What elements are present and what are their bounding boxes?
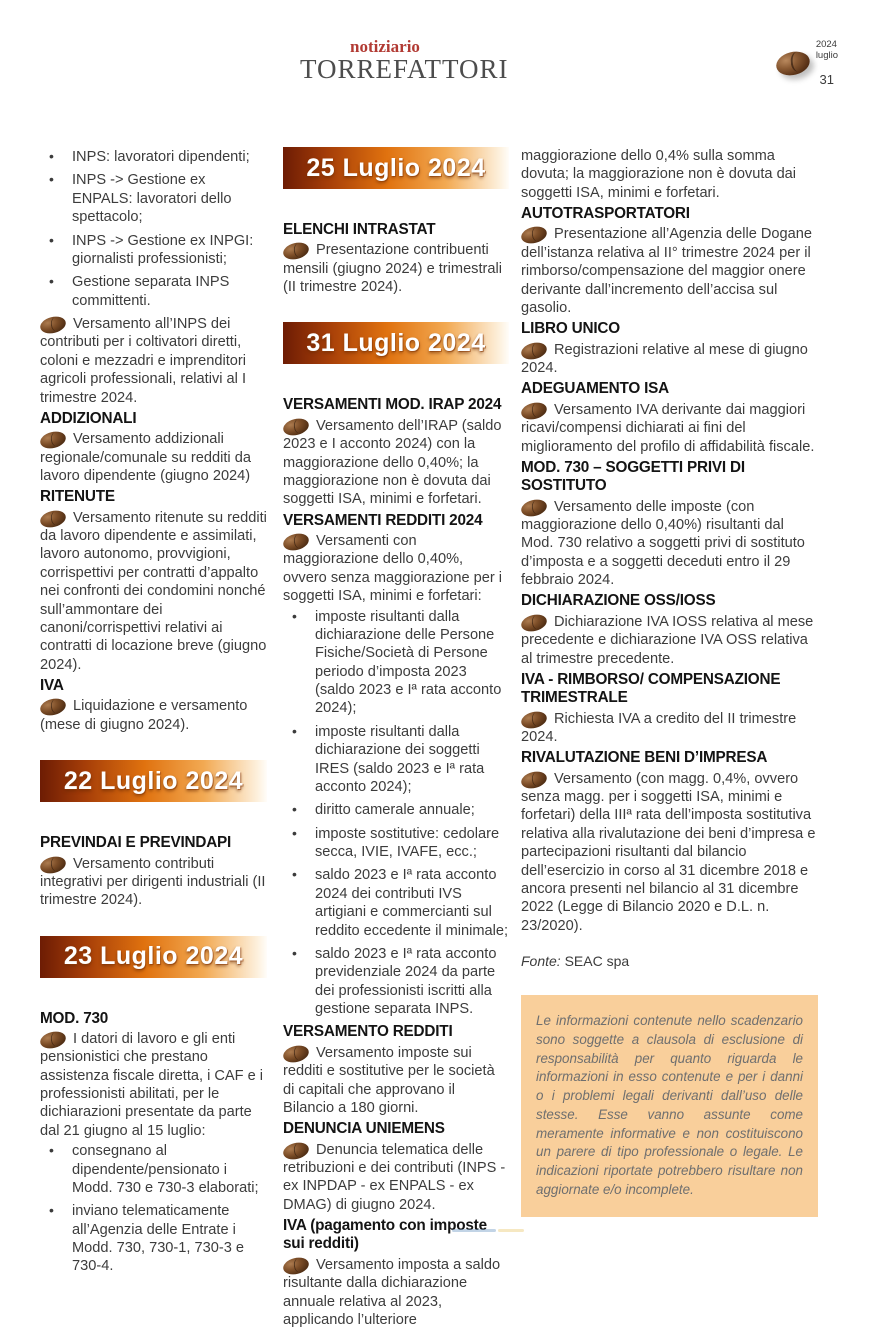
bullet-item-text: INPS -> Gestione ex ENPALS: lavoratori dello spettacolo; bbox=[72, 172, 232, 226]
masthead-title: TORREFATTORI bbox=[300, 54, 509, 84]
coffee-bean-icon bbox=[519, 497, 548, 519]
bean-item bbox=[40, 509, 267, 674]
bullet-item-text: consegnano al dipendente/pensionato i Modd. 730 e 730-3 elaborati; bbox=[72, 1143, 259, 1196]
bean-item bbox=[283, 417, 509, 509]
bean-item bbox=[40, 1030, 267, 1140]
coffee-bean-icon bbox=[38, 696, 67, 718]
coffee-bean-icon bbox=[281, 416, 310, 438]
bean-item bbox=[283, 532, 509, 606]
date-banner bbox=[283, 322, 509, 364]
bullet-item-text: saldo 2023 e Iª rata acconto previdenziale 2024 da parte dei professionisti iscritti alla gestione separata INPS. bbox=[315, 945, 497, 1018]
coffee-bean-icon bbox=[519, 400, 548, 422]
item-text: Versamento contributi integrativi per dirigenti industriali (II trimestre 2024). bbox=[40, 855, 266, 909]
bullet-item-text: imposte sostitutive: cedolare secca, IVIE, IVAFE, ecc.; bbox=[315, 825, 500, 861]
bullet-item-text: imposte risultanti dalla dichiarazione delle Persone Fisiche/Società di Persone periodo d’imposta 2023 (saldo 2023 e Iª rata acconto 2024); bbox=[315, 608, 502, 717]
bean-item bbox=[40, 430, 267, 485]
coffee-bean-icon bbox=[281, 240, 310, 262]
bean-item bbox=[40, 315, 267, 407]
scan-artifact-blue bbox=[452, 1229, 496, 1232]
bullet-list bbox=[40, 1142, 267, 1276]
coffee-bean-icon bbox=[281, 1043, 310, 1065]
date-banner-label: 23 Luglio 2024 bbox=[63, 942, 244, 971]
bean-item bbox=[283, 241, 509, 296]
item-text: Versamento addizionali regionale/comunale su redditi da lavoro dipendente (giugno 2024) bbox=[40, 431, 251, 484]
item-text: Presentazione all’Agenzia delle Dogane dell’istanza relativa al II° trimestre 2024 per il rimborso/compensazione del maggior onere derivante dall’incremento dell’accisa sul gasolio. bbox=[521, 226, 812, 316]
item-text: Versamento delle imposte (con maggiorazione dello 0,40%) risultanti dal Mod. 730 relativo a soggetti privi di sostituto d’imposta e a soggetti deceduti entro il 29 febbraio 2024. bbox=[521, 498, 805, 589]
date-banner bbox=[40, 760, 267, 802]
column-2 bbox=[283, 147, 509, 1331]
coffee-bean-icon bbox=[38, 429, 67, 451]
bullet-item-text: INPS: lavoratori dipendenti; bbox=[72, 149, 250, 165]
bullet-item-text: diritto camerale annuale; bbox=[315, 802, 475, 819]
item-text: Richiesta IVA a credito del II trimestre 2024. bbox=[521, 710, 797, 745]
masthead bbox=[300, 37, 509, 84]
section-heading: MOD. 730 – SOGGETTI PRIVI DI SOSTITUTO bbox=[521, 458, 745, 495]
issue-meta bbox=[816, 40, 838, 62]
bullet-item-text: INPS -> Gestione ex INPGI: giornalisti professionisti; bbox=[72, 232, 254, 267]
section-heading: IVA (pagamento con imposte sui redditi) bbox=[283, 1217, 487, 1253]
disclaimer-text: Le informazioni contenute nello scadenzario sono soggette a clausola di esclusione di responsabilità per quanto riguarda le informazioni in esso contenute e per i danni o i problemi legali derivanti dall’uso delle stesse. Esse vanno assunte come meramente informative e non costituiscono un parere di tipo professionale o legale. Le indicazioni riportate potrebbero risultare non aggiornate e/o incomplete. bbox=[536, 1013, 803, 1197]
fonte-label: Fonte: bbox=[521, 953, 561, 970]
masthead-notiziario: notiziario bbox=[350, 37, 420, 56]
item-text: Presentazione contribuenti mensili (giugno 2024) e trimestrali (II trimestre 2024). bbox=[283, 242, 502, 296]
bean-item bbox=[521, 498, 818, 590]
item-text: maggiorazione dello 0,4% sulla somma dovuta; la maggiorazione non è dovuta dai soggetti ISA, minimi e forfetari. bbox=[521, 148, 797, 201]
item-text: Liquidazione e versamento (mese di giugno 2024). bbox=[40, 698, 248, 733]
section-heading: RIVALUTAZIONE BENI D’IMPRESA bbox=[521, 749, 768, 767]
bullet-item-text: inviano telematicamente all’Agenzia delle Entrate i Modd. 730, 730-1, 730-3 e 730-4. bbox=[72, 1203, 245, 1275]
bullet-item bbox=[40, 171, 267, 226]
coffee-bean-icon bbox=[519, 340, 548, 362]
bullet-list bbox=[283, 608, 509, 1019]
bean-item bbox=[283, 1044, 509, 1118]
item-text: Versamento imposte sui redditi e sostitutive per le società di capitali che approvano il Bilancio a 180 giorni. bbox=[283, 1044, 495, 1116]
section-heading: DENUNCIA UNIEMENS bbox=[283, 1120, 445, 1138]
item-text: Registrazioni relative al mese di giugno 2024. bbox=[521, 341, 808, 377]
coffee-bean-icon bbox=[519, 612, 548, 634]
bean-item bbox=[40, 697, 267, 734]
coffee-bean-icon bbox=[38, 854, 67, 876]
bean-item bbox=[40, 855, 267, 910]
date-banner bbox=[283, 147, 509, 189]
date-banner-label: 31 Luglio 2024 bbox=[306, 328, 486, 357]
bullet-item-text: Gestione separata INPS committenti. bbox=[72, 274, 230, 309]
section-heading: IVA - RIMBORSO/ COMPENSAZIONE TRIMESTRALE bbox=[521, 670, 781, 707]
section-heading: MOD. 730 bbox=[40, 1009, 109, 1027]
item-text: Versamento dell’IRAP (saldo 2023 e I acconto 2024) con la maggiorazione dello 0,40%; la maggiorazione non è dovuta dai soggetti ISA, minimi e forfetari. bbox=[283, 417, 502, 508]
bullet-item bbox=[283, 866, 509, 940]
section-heading: PREVINDAI E PREVINDAPI bbox=[40, 834, 232, 852]
bullet-item-text: saldo 2023 e Iª rata acconto 2024 dei contributi IVS artigiani e commercianti sul reddito eccedente il minimale; bbox=[315, 867, 509, 939]
bean-item bbox=[521, 225, 818, 317]
coffee-bean-icon bbox=[38, 314, 67, 336]
page-number: 31 bbox=[819, 72, 834, 87]
coffee-bean-icon bbox=[38, 1029, 67, 1051]
item-text: I datori di lavoro e gli enti pensionistici che prestano assistenza fiscale diretta, i CAF e i professionisti abilitati, per le dichiarazioni presentate da parte dal 21 giugno al 15 luglio: bbox=[40, 1030, 264, 1139]
issue-month: luglio bbox=[815, 49, 838, 61]
disclaimer-box bbox=[521, 995, 818, 1217]
bullet-item bbox=[283, 825, 509, 862]
item-text: Versamento (con magg. 0,4%, ovvero senza magg. per i soggetti ISA, minimi e forfetari) della IIIª rata dell’imposta sostitutiva relativa alla rivalutazione dei beni d’impresa e partecipazioni risultanti dal bilancio dell’esercizio in corso al 31 dicembre 2018 e ancora presenti nel bilancio al 31 dicembre 2022 (Legge di Bilancio 2020 e D.L. n. 23/2020). bbox=[521, 770, 816, 934]
column-3 bbox=[521, 147, 818, 1217]
bullet-item bbox=[40, 148, 267, 166]
bean-item bbox=[283, 1141, 509, 1215]
coffee-bean-logo-icon bbox=[774, 48, 813, 79]
coffee-bean-icon bbox=[38, 508, 67, 530]
coffee-bean-icon bbox=[281, 1140, 310, 1162]
coffee-bean-icon bbox=[519, 769, 548, 791]
bullet-item bbox=[283, 723, 509, 797]
bullet-item-text: imposte risultanti dalla dichiarazione dei soggetti IRES (saldo 2023 e Iª rata acconto 2024); bbox=[315, 723, 485, 795]
bean-item bbox=[521, 613, 818, 668]
fonte-value: SEAC spa bbox=[560, 953, 630, 970]
item-text: Versamento imposta a saldo risultante dalla dichiarazione annuale relativa al 2023, applicando l’ulteriore bbox=[283, 1256, 501, 1328]
section-heading: ADEGUAMENTO ISA bbox=[521, 380, 669, 398]
bullet-item bbox=[40, 273, 267, 310]
section-heading: DICHIARAZIONE OSS/IOSS bbox=[521, 592, 716, 610]
date-banner-label: 22 Luglio 2024 bbox=[63, 766, 244, 795]
bullet-item bbox=[40, 1202, 267, 1276]
item-text: Denuncia telematica delle retribuzioni e dei contributi (INPS - ex INPDAP - ex ENPALS - ex DMAG) di giugno 2024. bbox=[283, 1141, 506, 1213]
bullet-item bbox=[40, 232, 267, 269]
item-text: Versamento all’INPS dei contributi per i coltivatori diretti, coloni e mezzadri e imprenditori agricoli professionali, relativi al I trimestre 2024. bbox=[40, 316, 247, 406]
bullet-item bbox=[283, 945, 509, 1019]
section-heading: ELENCHI INTRASTAT bbox=[283, 221, 436, 238]
date-banner bbox=[40, 936, 267, 978]
fonte-line bbox=[521, 953, 818, 969]
continuation-paragraph bbox=[521, 147, 818, 202]
coffee-bean-icon bbox=[519, 225, 548, 247]
section-heading: VERSAMENTO REDDITI bbox=[283, 1023, 453, 1041]
column-1 bbox=[40, 147, 267, 1281]
coffee-bean-icon bbox=[281, 531, 310, 553]
item-text: Versamenti con maggiorazione dello 0,40%, ovvero senza maggiorazione per i soggetti ISA, minimi e forfetari: bbox=[283, 533, 503, 605]
coffee-bean-icon bbox=[281, 1255, 310, 1277]
section-heading: ADDIZIONALI bbox=[40, 409, 137, 427]
coffee-bean-icon bbox=[519, 709, 548, 731]
bean-item bbox=[283, 1256, 509, 1330]
section-heading: AUTOTRASPORTATORI bbox=[521, 205, 690, 223]
section-heading: VERSAMENTI REDDITI 2024 bbox=[283, 511, 483, 529]
item-text: Versamento IVA derivante dai maggiori ricavi/compensi dichiarati ai fini del miglioramento del profilo di affidabilità fiscale. bbox=[521, 401, 815, 455]
section-heading: IVA bbox=[40, 677, 64, 695]
bean-item bbox=[521, 710, 818, 747]
scadenzario-content bbox=[40, 147, 818, 1331]
date-banner-label: 25 Luglio 2024 bbox=[306, 153, 486, 182]
issue-year: 2024 bbox=[815, 39, 837, 50]
item-text: Dichiarazione IVA IOSS relativa al mese precedente e dichiarazione IVA OSS relativa al trimestre precedente. bbox=[521, 613, 814, 667]
item-text: Versamento ritenute su redditi da lavoro dipendente e assimilati, lavoro autonomo, provvigioni, corrispettivi per contratti d’appalto nei confronti dei condomini nonché sull’ammontare dei canoni/corrispettivi relativi ai contratti di locazione breve (giugno 2024). bbox=[40, 509, 267, 673]
bullet-item bbox=[40, 1142, 267, 1197]
bullet-item bbox=[283, 608, 509, 718]
bean-item bbox=[521, 401, 818, 456]
section-heading: VERSAMENTI MOD. IRAP 2024 bbox=[283, 396, 502, 414]
bean-item bbox=[521, 341, 818, 378]
bullet-item bbox=[283, 801, 509, 819]
scan-artifact-yellow bbox=[498, 1229, 524, 1232]
section-heading: RITENUTE bbox=[40, 488, 115, 506]
bullet-list bbox=[40, 148, 267, 310]
section-heading: LIBRO UNICO bbox=[521, 320, 620, 338]
bean-item bbox=[521, 770, 818, 935]
